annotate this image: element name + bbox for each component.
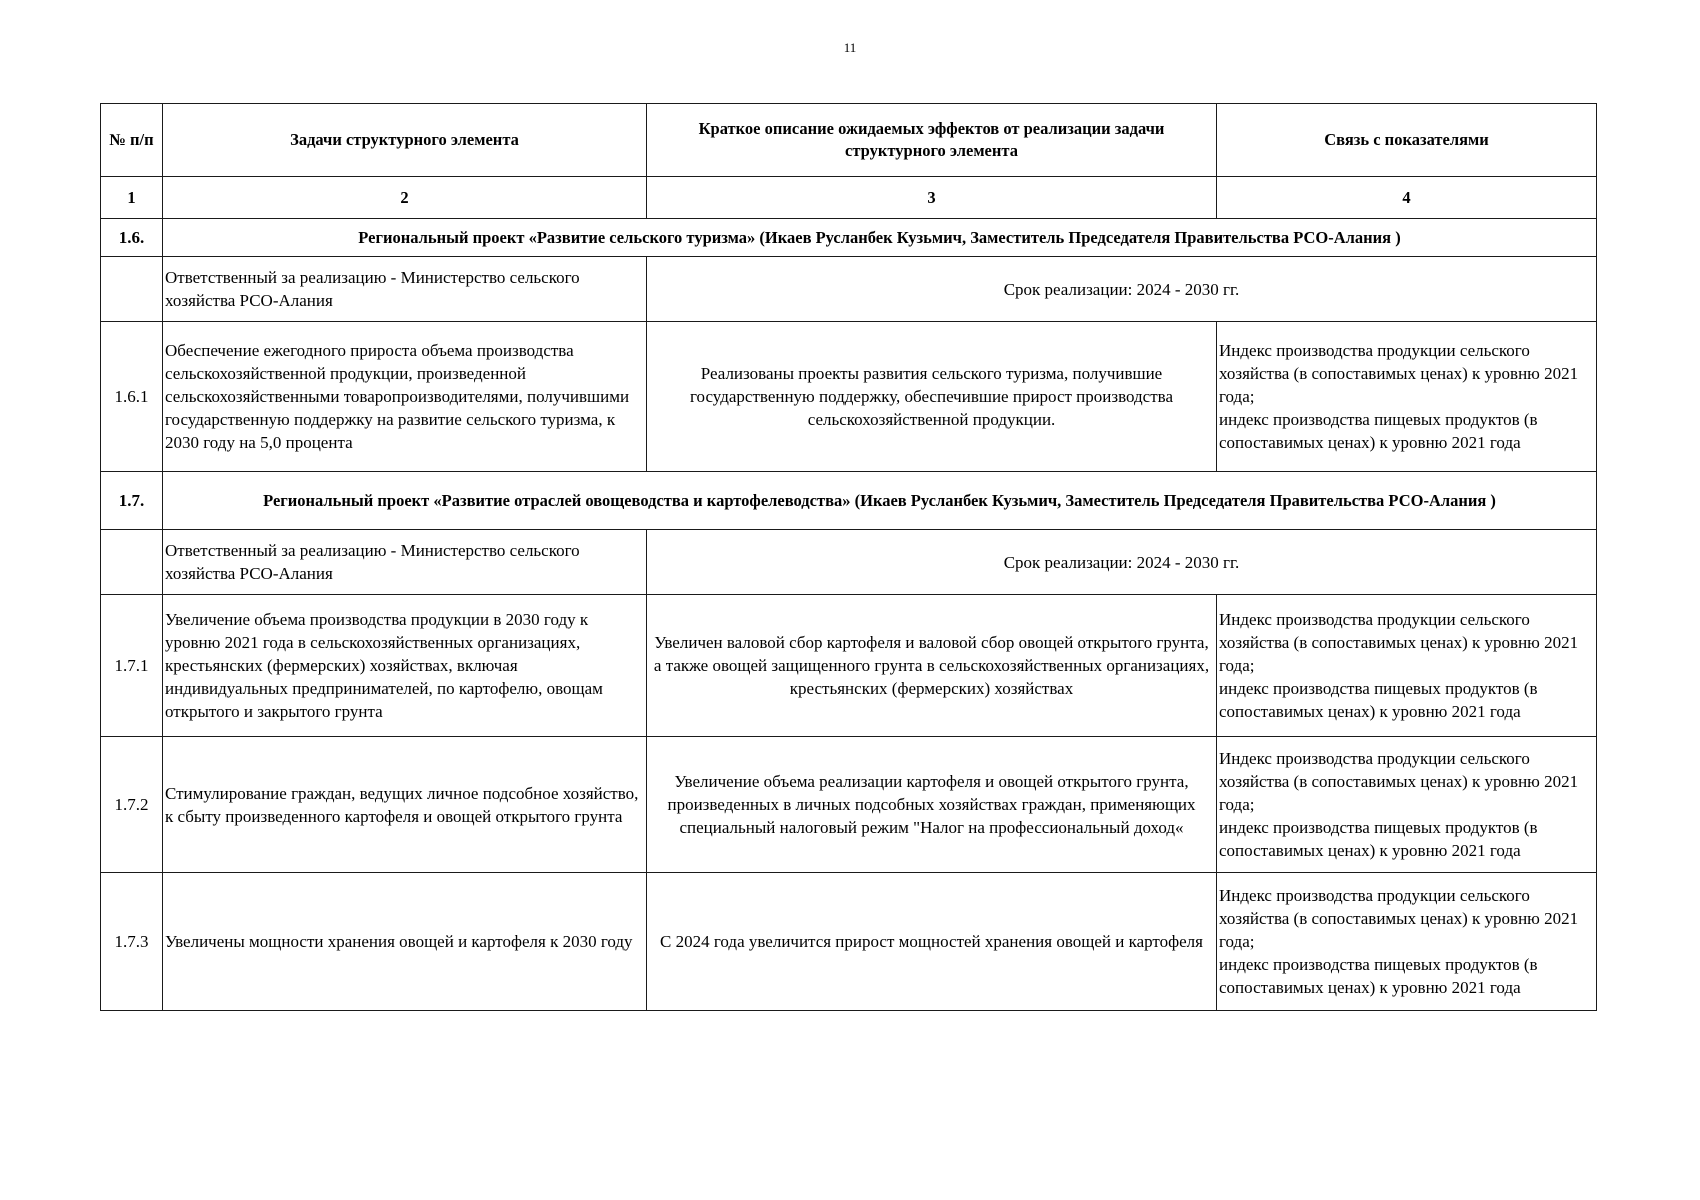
- responsible-row: [101, 257, 1597, 322]
- tasks-table: [100, 103, 1597, 1011]
- responsible-text: Ответственный за реализацию - Министерство сельского хозяйства РСО-Алания: [163, 530, 647, 595]
- effect-text: С 2024 года увеличится прирост мощностей хранения овощей и картофеля: [647, 873, 1217, 1011]
- header-effects: Краткое описание ожидаемых эффектов от реализации задачи структурного элемента: [647, 104, 1217, 177]
- header-indicators: Связь с показателями: [1217, 104, 1597, 177]
- column-number: 4: [1217, 177, 1597, 219]
- section-title: Региональный проект «Развитие отраслей овощеводства и картофелеводства» (Икаев Русланбек Кузьмич, Заместитель Председателя Правительства РСО-Алания ): [163, 472, 1597, 530]
- section-number: 1.6.: [101, 219, 163, 257]
- task-number: 1.6.1: [101, 322, 163, 472]
- indicators-text: Индекс производства продукции сельского хозяйства (в сопоставимых ценах) к уровню 2021 года; индекс производства пищевых продуктов (в сопоставимых ценах) к уровню 2021 года: [1217, 322, 1597, 472]
- column-number: 2: [163, 177, 647, 219]
- task-text: Увеличены мощности хранения овощей и картофеля к 2030 году: [163, 873, 647, 1011]
- table-row: [101, 322, 1597, 472]
- term-text: Срок реализации: 2024 - 2030 гг.: [647, 530, 1597, 595]
- empty-cell: [101, 257, 163, 322]
- table-header-row: [101, 104, 1597, 177]
- empty-cell: [101, 530, 163, 595]
- header-tasks: Задачи структурного элемента: [163, 104, 647, 177]
- table-row: [101, 737, 1597, 873]
- task-number: 1.7.1: [101, 595, 163, 737]
- responsible-row: [101, 530, 1597, 595]
- column-numbers-row: [101, 177, 1597, 219]
- column-number: 1: [101, 177, 163, 219]
- column-number: 3: [647, 177, 1217, 219]
- indicators-text: Индекс производства продукции сельского хозяйства (в сопоставимых ценах) к уровню 2021 года; индекс производства пищевых продуктов (в сопоставимых ценах) к уровню 2021 года: [1217, 595, 1597, 737]
- table-row: [101, 873, 1597, 1011]
- task-text: Стимулирование граждан, ведущих личное подсобное хозяйство, к сбыту произведенного картофеля и овощей открытого грунта: [163, 737, 647, 873]
- term-text: Срок реализации: 2024 - 2030 гг.: [647, 257, 1597, 322]
- effect-text: Увеличение объема реализации картофеля и овощей открытого грунта, произведенных в личных подсобных хозяйствах граждан, применяющих специальный налоговый режим "Налог на профессиональный доход«: [647, 737, 1217, 873]
- table-row: [101, 595, 1597, 737]
- responsible-text: Ответственный за реализацию - Министерство сельского хозяйства РСО-Алания: [163, 257, 647, 322]
- effect-text: Увеличен валовой сбор картофеля и валовой сбор овощей открытого грунта, а также овощей защищенного грунта в сельскохозяйственных организациях, крестьянских (фермерских) хозяйствах: [647, 595, 1217, 737]
- indicators-text: Индекс производства продукции сельского хозяйства (в сопоставимых ценах) к уровню 2021 года; индекс производства пищевых продуктов (в сопоставимых ценах) к уровню 2021 года: [1217, 873, 1597, 1011]
- indicators-text: Индекс производства продукции сельского хозяйства (в сопоставимых ценах) к уровню 2021 года; индекс производства пищевых продуктов (в сопоставимых ценах) к уровню 2021 года: [1217, 737, 1597, 873]
- header-number: № п/п: [101, 104, 163, 177]
- section-row: [101, 219, 1597, 257]
- page-number: 11: [843, 40, 857, 55]
- task-text: Обеспечение ежегодного прироста объема производства сельскохозяйственной продукции, произведенной сельскохозяйственными товаропроизводителями, получившими государственную поддержку на развитие сельского туризма, к 2030 году на 5,0 процента: [163, 322, 647, 472]
- effect-text: Реализованы проекты развития сельского туризма, получившие государственную поддержку, обеспечившие прирост производства сельскохозяйственной продукции.: [647, 322, 1217, 472]
- section-title: Региональный проект «Развитие сельского туризма» (Икаев Русланбек Кузьмич, Заместитель Председателя Правительства РСО-Алания ): [163, 219, 1597, 257]
- section-number: 1.7.: [101, 472, 163, 530]
- section-row: [101, 472, 1597, 530]
- task-text: Увеличение объема производства продукции в 2030 году к уровню 2021 года в сельскохозяйственных организациях, крестьянских (фермерских) хозяйствах, включая индивидуальных предпринимателей, по картофелю, овощам открытого и закрытого грунта: [163, 595, 647, 737]
- task-number: 1.7.2: [101, 737, 163, 873]
- task-number: 1.7.3: [101, 873, 163, 1011]
